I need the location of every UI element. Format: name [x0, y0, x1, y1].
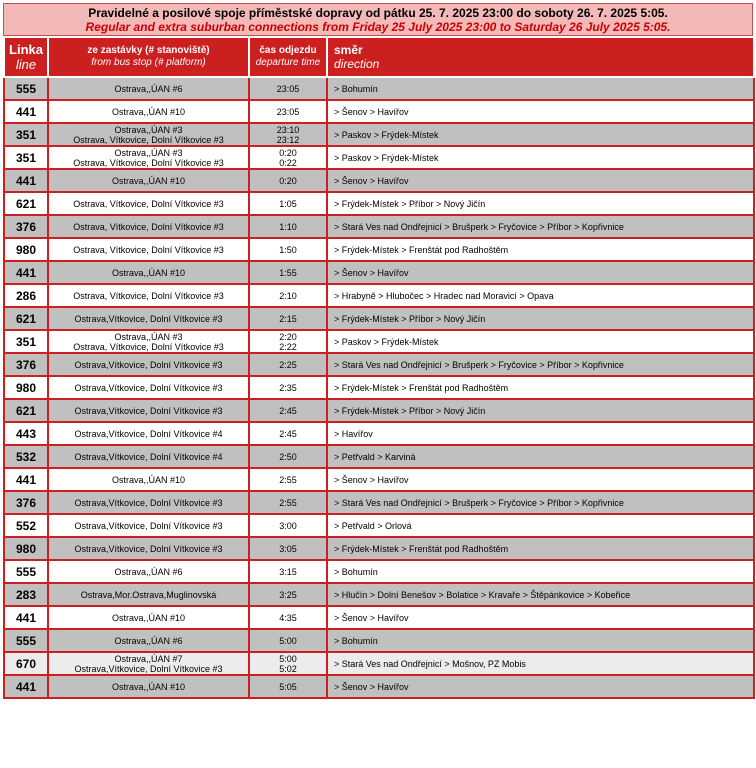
direction-cell: [327, 284, 754, 307]
direction-cell: [327, 675, 754, 698]
direction-cell-text: > Hlučín > Dolní Benešov > Bolatice > Kravaře > Štěpánkovice > Kobeřice: [334, 589, 631, 600]
line-number-text: 376: [15, 495, 37, 510]
timetable: [3, 3, 753, 699]
stop-cell-text: Ostrava,Vítkovice, Dolní Vítkovice #3: [74, 663, 223, 674]
direction-cell: [327, 376, 754, 399]
timetable-title: [3, 3, 753, 36]
header-time-en: departure time: [255, 57, 321, 68]
line-number-text: 621: [15, 196, 37, 211]
stop-cell-text: Ostrava,,ÚAN #10: [111, 106, 186, 117]
line-number: [4, 606, 48, 629]
time-cell-text: 1:55: [279, 267, 297, 278]
stop-cell: [48, 169, 249, 192]
header-direction-en: direction: [334, 57, 380, 71]
time-cell: [249, 514, 327, 537]
time-cell-text: 5:05: [279, 681, 297, 692]
time-cell-text: 2:35: [279, 382, 297, 393]
time-cell: [249, 537, 327, 560]
line-number-text: 532: [15, 449, 37, 464]
direction-cell-text: > Frýdek-Místek > Příbor > Nový Jičín: [334, 405, 486, 416]
line-number: [4, 560, 48, 583]
line-number: [4, 537, 48, 560]
direction-cell-text: > Paskov > Frýdek-Místek: [334, 152, 439, 163]
time-cell: [249, 353, 327, 376]
time-cell-text: 5:00: [279, 635, 297, 646]
stop-cell: [48, 146, 249, 169]
line-number: [4, 169, 48, 192]
table-row: [4, 583, 754, 606]
time-cell: [249, 215, 327, 238]
line-number-text: 980: [15, 380, 37, 395]
direction-cell: [327, 215, 754, 238]
time-cell-text: 2:25: [279, 359, 297, 370]
direction-cell-text: > Petřvald > Karviná: [334, 451, 416, 462]
stop-cell: [48, 77, 249, 100]
direction-cell-text: > Stará Ves nad Ondřejnicí > Brušperk > Fryčovice > Příbor > Kopřivnice: [334, 221, 624, 232]
header-row: [4, 37, 754, 77]
line-number: [4, 445, 48, 468]
direction-cell: [327, 261, 754, 284]
direction-cell-text: > Bohumín: [334, 635, 378, 646]
time-cell: [249, 330, 327, 353]
line-number-text: 980: [15, 242, 37, 257]
time-cell-text: 5:00: [279, 653, 297, 664]
direction-cell-text: > Hrabyně > Hlubočec > Hradec nad Moravicí > Opava: [334, 290, 554, 301]
time-cell-text: 2:50: [279, 451, 297, 462]
stop-cell-text: Ostrava,,ÚAN #3: [114, 124, 183, 135]
direction-cell: [327, 307, 754, 330]
stop-cell-text: Ostrava,,ÚAN #6: [114, 83, 183, 94]
title-czech: Pravidelné a posilové spoje příměstské dopravy od pátku 25. 7. 2025 23:00 do soboty 26. 7. 2025 5:05.: [88, 6, 668, 20]
direction-cell: [327, 146, 754, 169]
stop-cell: [48, 123, 249, 146]
direction-cell: [327, 606, 754, 629]
table-row: [4, 491, 754, 514]
line-number-text: 441: [15, 104, 37, 119]
connections-table: [3, 36, 755, 699]
line-number: [4, 123, 48, 146]
line-number-text: 555: [15, 81, 37, 96]
time-cell-text: 23:05: [276, 106, 300, 117]
stop-cell-text: Ostrava,Vítkovice, Dolní Vítkovice #4: [74, 428, 223, 439]
time-cell: [249, 123, 327, 146]
header-direction-cz: směr: [334, 43, 363, 57]
line-number: [4, 468, 48, 491]
title-english: Regular and extra suburban connections from Friday 25 July 2025 23:00 to Saturday 26 July 2025 5:05.: [85, 20, 671, 34]
direction-cell-text: > Šenov > Havířov: [334, 474, 409, 485]
line-number-text: 555: [15, 564, 37, 579]
header-line: [4, 37, 48, 77]
line-number: [4, 307, 48, 330]
direction-cell-text: > Šenov > Havířov: [334, 267, 409, 278]
line-number-text: 441: [15, 173, 37, 188]
direction-cell-text: > Stará Ves nad Ondřejnicí > Brušperk > Fryčovice > Příbor > Kopřivnice: [334, 497, 624, 508]
line-number: [4, 675, 48, 698]
header-time-cz: čas odjezdu: [259, 45, 317, 56]
time-cell: [249, 261, 327, 284]
direction-cell: [327, 399, 754, 422]
time-cell-text: 2:20: [279, 331, 297, 342]
direction-cell-text: > Frýdek-Místek > Frenštát pod Radhoštěm: [334, 543, 509, 554]
stop-cell: [48, 261, 249, 284]
stop-cell: [48, 514, 249, 537]
stop-cell-text: Ostrava,,ÚAN #10: [111, 474, 186, 485]
line-number-text: 351: [15, 334, 37, 349]
table-row: [4, 77, 754, 100]
time-cell: [249, 399, 327, 422]
time-cell-text: 2:45: [279, 405, 297, 416]
time-cell: [249, 100, 327, 123]
direction-cell: [327, 629, 754, 652]
line-number: [4, 192, 48, 215]
table-row: [4, 238, 754, 261]
connections-body: [4, 77, 754, 698]
stop-cell: [48, 537, 249, 560]
stop-cell: [48, 606, 249, 629]
table-row: [4, 652, 754, 675]
line-number: [4, 100, 48, 123]
header-line-cz: Linka: [9, 42, 43, 57]
table-row: [4, 537, 754, 560]
stop-cell-text: Ostrava,Vítkovice, Dolní Vítkovice #3: [74, 520, 223, 531]
direction-cell-text: > Bohumín: [334, 83, 378, 94]
time-cell: [249, 77, 327, 100]
stop-cell: [48, 675, 249, 698]
table-row: [4, 560, 754, 583]
stop-cell: [48, 192, 249, 215]
direction-cell: [327, 169, 754, 192]
stop-cell-text: Ostrava, Vítkovice, Dolní Vítkovice #3: [73, 157, 224, 168]
time-cell-text: 4:35: [279, 612, 297, 623]
stop-cell-text: Ostrava,,ÚAN #3: [114, 331, 183, 342]
time-cell-text: 3:25: [279, 589, 297, 600]
stop-cell-text: Ostrava, Vítkovice, Dolní Vítkovice #3: [73, 290, 224, 301]
line-number: [4, 652, 48, 675]
time-cell-text: 2:55: [279, 497, 297, 508]
stop-cell-text: Ostrava,Vítkovice, Dolní Vítkovice #3: [74, 359, 223, 370]
direction-cell: [327, 330, 754, 353]
stop-cell-text: Ostrava,Vítkovice, Dolní Vítkovice #3: [74, 543, 223, 554]
header-time: [249, 37, 327, 77]
time-cell-text: 23:05: [276, 83, 300, 94]
direction-cell: [327, 491, 754, 514]
time-cell-text: 2:15: [279, 313, 297, 324]
stop-cell: [48, 330, 249, 353]
stop-cell: [48, 238, 249, 261]
table-row: [4, 376, 754, 399]
line-number-text: 555: [15, 633, 37, 648]
time-cell-text: 1:50: [279, 244, 297, 255]
line-number: [4, 514, 48, 537]
header-line-en: line: [15, 57, 37, 72]
time-cell-text: 5:02: [279, 663, 297, 674]
direction-cell-text: > Šenov > Havířov: [334, 106, 409, 117]
stop-cell: [48, 284, 249, 307]
line-number-text: 552: [15, 518, 37, 533]
time-cell: [249, 445, 327, 468]
direction-cell: [327, 583, 754, 606]
direction-cell-text: > Paskov > Frýdek-Místek: [334, 336, 439, 347]
time-cell-text: 0:20: [279, 147, 297, 158]
time-cell: [249, 652, 327, 675]
stop-cell: [48, 399, 249, 422]
line-number-text: 441: [15, 610, 37, 625]
line-number-text: 441: [15, 265, 37, 280]
time-cell-text: 2:55: [279, 474, 297, 485]
direction-cell-text: > Frýdek-Místek > Frenštát pod Radhoštěm: [334, 382, 509, 393]
table-row: [4, 445, 754, 468]
stop-cell-text: Ostrava, Vítkovice, Dolní Vítkovice #3: [73, 134, 224, 145]
direction-cell-text: > Šenov > Havířov: [334, 612, 409, 623]
time-cell-text: 3:00: [279, 520, 297, 531]
line-number-text: 376: [15, 219, 37, 234]
time-cell: [249, 238, 327, 261]
header-stop-cz: ze zastávky (# stanoviště): [87, 45, 210, 56]
table-row: [4, 675, 754, 698]
direction-cell-text: > Bohumín: [334, 566, 378, 577]
direction-cell: [327, 238, 754, 261]
time-cell: [249, 629, 327, 652]
line-number: [4, 215, 48, 238]
time-cell-text: 2:10: [279, 290, 297, 301]
line-number: [4, 583, 48, 606]
table-row: [4, 100, 754, 123]
time-cell: [249, 606, 327, 629]
line-number: [4, 353, 48, 376]
stop-cell: [48, 583, 249, 606]
line-number-text: 376: [15, 357, 37, 372]
direction-cell-text: > Stará Ves nad Ondřejnicí > Brušperk > Fryčovice > Příbor > Kopřivnice: [334, 359, 624, 370]
stop-cell: [48, 215, 249, 238]
line-number: [4, 330, 48, 353]
stop-cell-text: Ostrava, Vítkovice, Dolní Vítkovice #3: [73, 341, 224, 352]
stop-cell-text: Ostrava,Vítkovice, Dolní Vítkovice #4: [74, 451, 223, 462]
stop-cell-text: Ostrava,,ÚAN #6: [114, 566, 183, 577]
header-stop: [48, 37, 249, 77]
line-number: [4, 261, 48, 284]
stop-cell: [48, 560, 249, 583]
direction-cell: [327, 468, 754, 491]
line-number: [4, 399, 48, 422]
table-row: [4, 215, 754, 238]
stop-cell: [48, 307, 249, 330]
stop-cell: [48, 422, 249, 445]
time-cell: [249, 169, 327, 192]
stop-cell-text: Ostrava,,ÚAN #3: [114, 147, 183, 158]
line-number: [4, 77, 48, 100]
direction-cell-text: > Frýdek-Místek > Frenštát pod Radhoštěm: [334, 244, 509, 255]
line-number-text: 621: [15, 311, 37, 326]
line-number: [4, 146, 48, 169]
direction-cell-text: > Paskov > Frýdek-Místek: [334, 129, 439, 140]
table-row: [4, 261, 754, 284]
stop-cell-text: Ostrava, Vítkovice, Dolní Vítkovice #3: [73, 198, 224, 209]
direction-cell-text: > Frýdek-Místek > Příbor > Nový Jičín: [334, 313, 486, 324]
line-number-text: 283: [15, 587, 37, 602]
direction-cell: [327, 192, 754, 215]
table-row: [4, 123, 754, 146]
line-number-text: 441: [15, 679, 37, 694]
line-number-text: 621: [15, 403, 37, 418]
direction-cell-text: > Havířov: [334, 428, 373, 439]
stop-cell-text: Ostrava,,ÚAN #10: [111, 175, 186, 186]
line-number-text: 286: [15, 288, 37, 303]
line-number: [4, 422, 48, 445]
time-cell: [249, 376, 327, 399]
direction-cell: [327, 422, 754, 445]
stop-cell: [48, 491, 249, 514]
time-cell-text: 3:15: [279, 566, 297, 577]
direction-cell: [327, 123, 754, 146]
direction-cell-text: > Stará Ves nad Ondřejnicí > Mošnov, PZ Mobis: [334, 658, 526, 669]
direction-cell: [327, 100, 754, 123]
stop-cell-text: Ostrava,Mor.Ostrava,Muglinovská: [80, 589, 217, 600]
stop-cell: [48, 445, 249, 468]
line-number: [4, 238, 48, 261]
table-row: [4, 192, 754, 215]
header-direction: [327, 37, 754, 77]
direction-cell-text: > Šenov > Havířov: [334, 175, 409, 186]
stop-cell-text: Ostrava,Vítkovice, Dolní Vítkovice #3: [74, 313, 223, 324]
time-cell-text: 0:22: [279, 157, 297, 168]
stop-cell-text: Ostrava,,ÚAN #7: [114, 653, 183, 664]
direction-cell: [327, 77, 754, 100]
line-number-text: 351: [15, 127, 37, 142]
direction-cell: [327, 560, 754, 583]
table-row: [4, 353, 754, 376]
table-row: [4, 307, 754, 330]
table-row: [4, 514, 754, 537]
time-cell-text: 23:12: [276, 134, 300, 145]
stop-cell: [48, 100, 249, 123]
stop-cell-text: Ostrava,Vítkovice, Dolní Vítkovice #3: [74, 382, 223, 393]
time-cell-text: 2:45: [279, 428, 297, 439]
time-cell: [249, 146, 327, 169]
time-cell: [249, 192, 327, 215]
stop-cell-text: Ostrava, Vítkovice, Dolní Vítkovice #3: [73, 244, 224, 255]
stop-cell-text: Ostrava,,ÚAN #10: [111, 267, 186, 278]
stop-cell: [48, 468, 249, 491]
stop-cell: [48, 353, 249, 376]
time-cell: [249, 560, 327, 583]
line-number-text: 441: [15, 472, 37, 487]
table-row: [4, 330, 754, 353]
line-number-text: 980: [15, 541, 37, 556]
direction-cell: [327, 537, 754, 560]
stop-cell: [48, 376, 249, 399]
time-cell: [249, 307, 327, 330]
table-row: [4, 468, 754, 491]
direction-cell-text: > Šenov > Havířov: [334, 681, 409, 692]
direction-cell: [327, 514, 754, 537]
time-cell-text: 3:05: [279, 543, 297, 554]
line-number-text: 351: [15, 150, 37, 165]
table-row: [4, 146, 754, 169]
table-row: [4, 284, 754, 307]
table-row: [4, 629, 754, 652]
line-number: [4, 284, 48, 307]
table-row: [4, 422, 754, 445]
direction-cell-text: > Frýdek-Místek > Příbor > Nový Jičín: [334, 198, 486, 209]
time-cell: [249, 284, 327, 307]
table-row: [4, 399, 754, 422]
line-number: [4, 629, 48, 652]
time-cell: [249, 675, 327, 698]
header-stop-en: from bus stop (# platform): [91, 57, 206, 68]
time-cell-text: 1:10: [279, 221, 297, 232]
time-cell: [249, 491, 327, 514]
stop-cell: [48, 652, 249, 675]
direction-cell: [327, 652, 754, 675]
time-cell-text: 2:22: [279, 341, 297, 352]
direction-cell-text: > Petřvald > Orlová: [334, 520, 412, 531]
line-number: [4, 491, 48, 514]
stop-cell-text: Ostrava, Vítkovice, Dolní Vítkovice #3: [73, 221, 224, 232]
line-number: [4, 376, 48, 399]
stop-cell-text: Ostrava,,ÚAN #6: [114, 635, 183, 646]
table-row: [4, 169, 754, 192]
time-cell: [249, 583, 327, 606]
stop-cell-text: Ostrava,Vítkovice, Dolní Vítkovice #3: [74, 405, 223, 416]
line-number-text: 670: [15, 656, 37, 671]
direction-cell: [327, 445, 754, 468]
time-cell: [249, 468, 327, 491]
stop-cell-text: Ostrava,,ÚAN #10: [111, 681, 186, 692]
stop-cell-text: Ostrava,Vítkovice, Dolní Vítkovice #3: [74, 497, 223, 508]
time-cell-text: 1:05: [279, 198, 297, 209]
time-cell-text: 23:10: [276, 124, 300, 135]
time-cell: [249, 422, 327, 445]
time-cell-text: 0:20: [279, 175, 297, 186]
stop-cell-text: Ostrava,,ÚAN #10: [111, 612, 186, 623]
line-number-text: 443: [15, 426, 37, 441]
table-row: [4, 606, 754, 629]
direction-cell: [327, 353, 754, 376]
stop-cell: [48, 629, 249, 652]
